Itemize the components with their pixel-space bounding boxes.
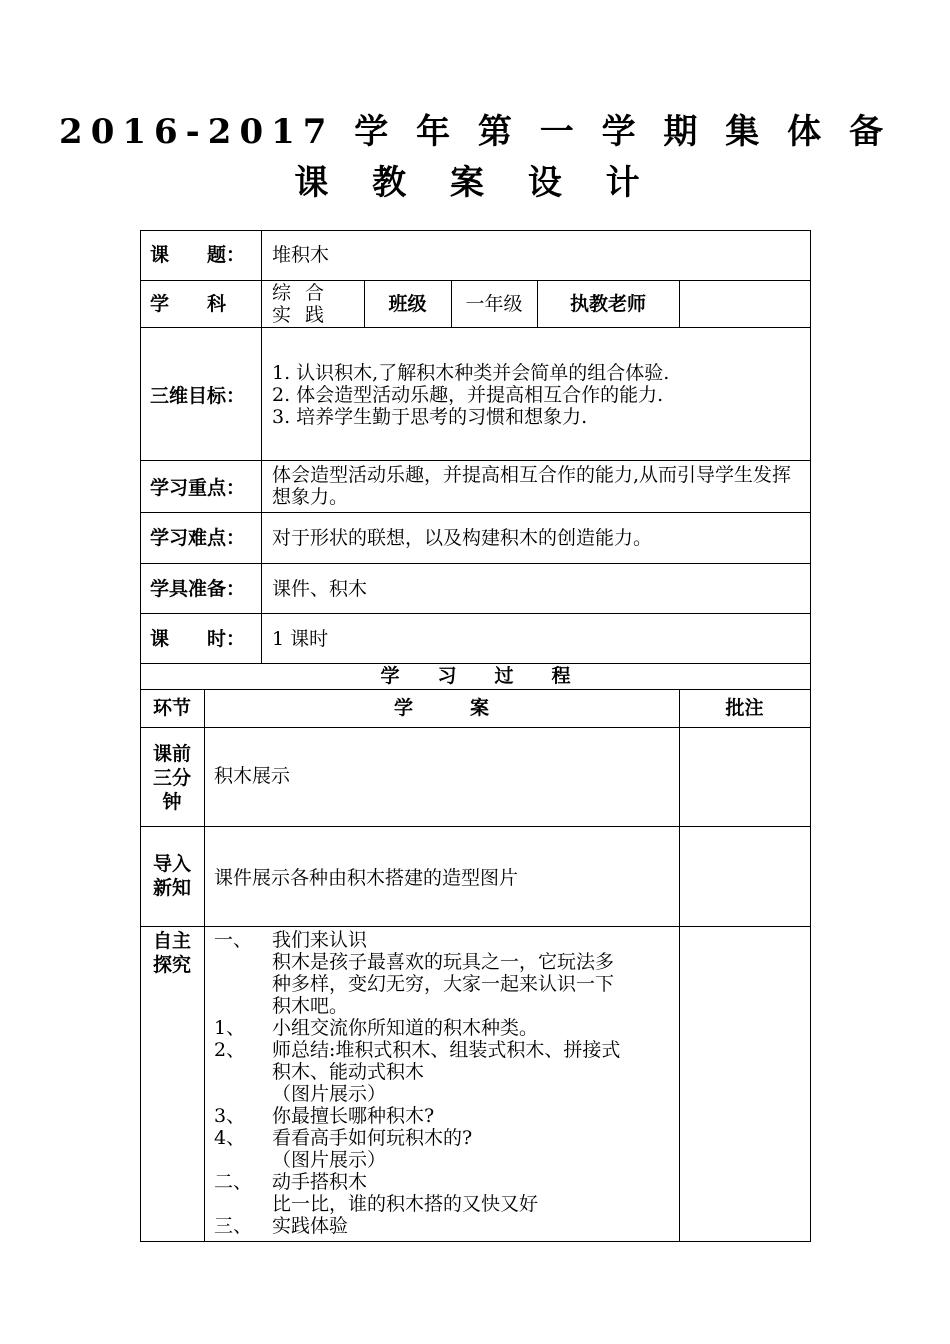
class-label: 班级 [388,293,427,315]
materials-value: 课件、积木 [272,578,368,600]
goal-item: 3. 培养学生勤于思考的习惯和想象力. [272,406,588,428]
stage-content: 积木展示 [214,765,291,787]
list-item: 比一比，谁的积木搭的又快又好 [272,1193,539,1215]
goal-item: 1. 认识积木,了解积木种类并会简单的组合体验. [272,362,670,384]
list-item: 你最擅长哪种积木? [272,1105,435,1127]
list-item: 种多样，变幻无穷，大家一起来认识一下 [272,973,615,995]
stage-label: 导入新知 [152,853,191,899]
topic-label: 课 题： [150,244,246,266]
list-number: 2、 [214,1039,246,1061]
list-item: 我们来认识 [272,929,368,951]
list-number: 二、 [214,1171,253,1193]
teacher-label: 执教老师 [569,293,646,315]
page-title-line-1: 2016-2017 学 年 第 一 学 期 集 体 备 [59,112,891,152]
hours-label: 课 时： [150,628,246,650]
stage-content: 课件展示各种由积木搭建的造型图片 [214,867,519,889]
page-title-line-2: 课 教 案 设 计 [294,163,656,203]
stage-label: 课前三分钟 [152,743,191,813]
list-item: 实践体验 [272,1215,349,1237]
column-header-stage: 环节 [152,697,191,719]
list-item: 积木、能动式积木 [272,1061,425,1083]
list-item: 师总结:堆积式积木、组装式积木、拼接式 [272,1039,621,1061]
subject-value: 综 合 实 践 [272,282,329,326]
stage-label: 自主探究 [152,930,191,976]
column-header-notes: 批注 [725,697,764,719]
column-header-plan: 学 案 [393,697,489,719]
list-item: 积木吧。 [272,995,349,1017]
focus-value: 体会造型活动乐趣，并提高相互合作的能力,从而引导学生发挥想象力。 [272,464,792,508]
list-item: 积木是孩子最喜欢的玩具之一，它玩法多 [272,951,615,973]
list-number: 1、 [214,1017,246,1039]
list-number: 三、 [214,1215,253,1237]
list-number: 3、 [214,1105,246,1127]
list-item: 动手搭积木 [272,1171,368,1193]
materials-label: 学具准备： [150,578,246,600]
goal-item: 2. 体会造型活动乐趣，并提高相互合作的能力. [272,384,664,406]
list-item: 小组交流你所知道的积木种类。 [272,1017,539,1039]
class-value: 一年级 [465,293,523,315]
focus-label: 学习重点： [150,477,246,499]
list-item: （图片展示） [272,1083,387,1105]
topic-value: 堆积木 [272,244,330,266]
process-heading: 学 习 过 程 [380,665,571,687]
subject-label: 学 科 [150,293,227,315]
goals-label: 三维目标： [150,385,246,407]
hours-value: 1 课时 [272,628,329,650]
list-number: 一、 [214,929,253,951]
list-item: 看看高手如何玩积木的? [272,1127,473,1149]
list-number: 4、 [214,1127,246,1149]
difficulty-value: 对于形状的联想，以及构建积木的创造能力。 [272,527,653,549]
difficulty-label: 学习难点： [150,527,246,549]
list-item: （图片展示） [272,1149,387,1171]
